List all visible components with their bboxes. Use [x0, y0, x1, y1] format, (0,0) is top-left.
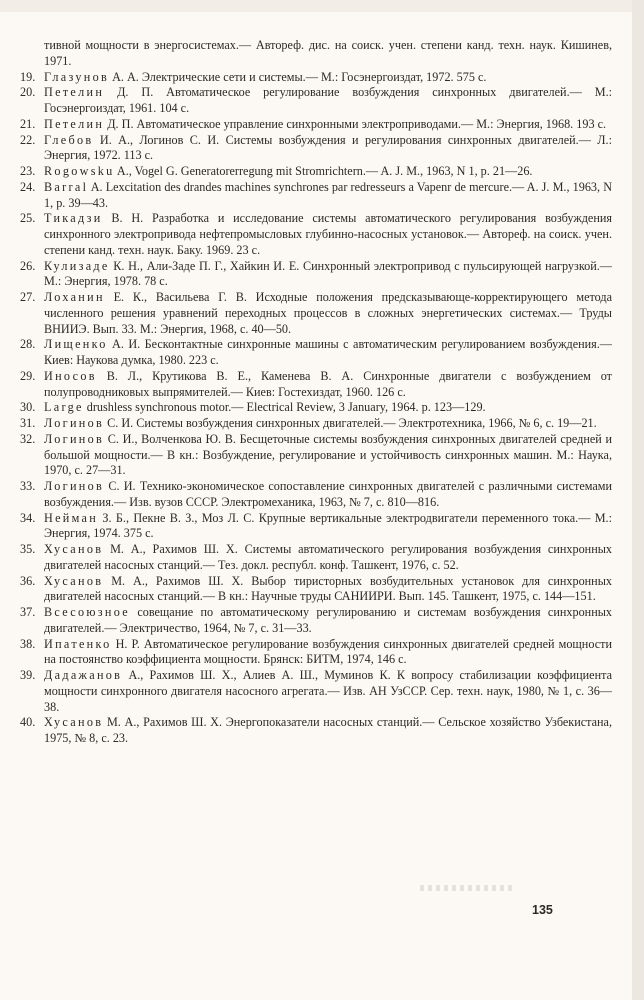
page-right-edge [632, 0, 644, 1000]
reference-number: 22. [20, 132, 36, 147]
reference-author: Barral [44, 179, 89, 194]
reference-item [20, 180, 612, 212]
reference-item [20, 369, 612, 401]
reference-text [44, 511, 612, 543]
reference-number: 39. [20, 668, 36, 682]
reference-item [20, 117, 612, 133]
reference-body: Д. П. Автоматическое управление синхронными электроприводами.— М.: Энергия, 1968. 193 с. [104, 116, 607, 131]
reference-item [20, 668, 612, 715]
reference-number: 25. [20, 211, 36, 226]
reference-author: Иносов [44, 368, 97, 383]
reference-number: 35. [20, 542, 36, 556]
reference-item [20, 211, 612, 258]
reference-text [44, 605, 612, 637]
reference-body: С. И., Волченкова Ю. В. Бесщеточные системы возбуждения синхронных двигателей средней и большой мощности.— В кн.: Возбуждение, регулирование и устойчивость синхронных машин. М.: Наука, 1970, с. 27—31. [44, 431, 612, 478]
reference-body: В. Л., Крутикова В. Е., Каменева В. А. Синхронные двигатели с возбуждением от полупроводниковых выпрямителей.— Киев: Гостехиздат, 1960. 126 с. [44, 368, 612, 399]
reference-text [44, 70, 612, 86]
reference-body: A., Vogel G. Generatorerregung mit Stromrichtern.— A. J. M., 1963, N 1, p. 21—26. [114, 164, 533, 178]
reference-body: М. А., Рахимов Ш. Х. Системы автоматического регулирования возбуждения синхронных двигателей насосных станций.— Тез. докл. республ. конф. Ташкент, 1976, с. 52. [44, 542, 612, 572]
reference-text [44, 85, 612, 117]
reference-author: Логинов [44, 479, 105, 493]
reference-item [20, 133, 612, 165]
reference-number: 28. [20, 337, 36, 352]
reference-item [20, 432, 612, 479]
reference-items [20, 70, 612, 747]
reference-item [20, 85, 612, 117]
reference-item [20, 164, 612, 180]
reference-number: 40. [20, 715, 36, 730]
reference-body: Н. Р. Автоматическое регулирование возбуждения синхронных двигателей средней мощности на постоянство коэффициента мощности. Брянск: БИТМ, 1974, 146 с. [44, 636, 612, 667]
reference-item [20, 70, 612, 86]
reference-text [44, 180, 612, 212]
reference-author: Петелин [44, 85, 105, 100]
reference-text [44, 668, 612, 715]
reference-number: 19. [20, 69, 36, 84]
reference-author: Глазунов [44, 69, 110, 84]
reference-author: Large [44, 400, 84, 415]
reference-text [44, 133, 612, 165]
reference-item [20, 605, 612, 637]
reference-text [44, 432, 612, 479]
reference-body: А. И. Бесконтактные синхронные машины с автоматическим регулированием возбуждения.— Киев: Наукова думка, 1980. 223 с. [44, 337, 612, 367]
reference-body: drushless synchronous motor.— Electrical Review, 3 January, 1964. p. 123—129. [83, 400, 486, 415]
reference-text [44, 574, 612, 606]
reference-number: 27. [20, 290, 36, 304]
reference-author: Петелин [44, 116, 105, 131]
reference-author: Дадажанов [44, 668, 123, 682]
reference-body: С. И. Системы возбуждения синхронных двигателей.— Электротехника, 1966, № 6, с. 19—21. [104, 416, 597, 430]
reference-continuation [20, 38, 612, 70]
reference-number: 36. [20, 573, 36, 588]
reference-item [20, 542, 612, 574]
reference-number: 37. [20, 605, 36, 619]
page-top-edge [0, 0, 644, 12]
reference-text [44, 637, 612, 669]
reference-body: К. Н., Али-Заде П. Г., Хайкин И. Е. Синхронный электропривод с пульсирующей нагрузкой.— М.: Энергия, 1978. 78 с. [44, 258, 612, 289]
page-number: 135 [532, 903, 553, 917]
reference-text [44, 337, 612, 369]
reference-text [44, 164, 612, 180]
reference-text [44, 479, 612, 511]
reference-author: Всесоюзное [44, 605, 130, 619]
reference-body: З. Б., Пекне В. З., Моз Л. С. Крупные вертикальные электродвигатели переменного тока.— М.: Энергия, 1974. 375 с. [44, 510, 612, 541]
reference-number: 21. [20, 116, 36, 131]
reference-number: 24. [20, 179, 36, 194]
reference-number: 29. [20, 368, 36, 383]
reference-number: 30. [20, 400, 36, 415]
reference-list [20, 38, 612, 747]
reference-item [20, 400, 612, 416]
reference-body: Д. П. Автоматическое регулирование возбуждения синхронных двигателей.— М.: Госэнергоиздат, 1961. 104 с. [44, 85, 612, 115]
reference-item [20, 479, 612, 511]
reference-item [20, 337, 612, 369]
reference-number: 20. [20, 85, 36, 100]
reference-item [20, 574, 612, 606]
reference-text [44, 416, 612, 432]
reference-author: Кулизаде [44, 258, 110, 273]
reference-author: Логинов [44, 431, 105, 446]
reference-number: 31. [20, 416, 36, 430]
reference-author: Хусанов [44, 542, 104, 556]
reference-author: Логинов [44, 416, 105, 430]
reference-author: Лищенко [44, 337, 108, 352]
reference-text [44, 715, 612, 747]
reference-text [44, 211, 612, 258]
reference-text [44, 117, 612, 133]
reference-body: А. А. Электрические сети и системы.— М.: Госэнергоиздат, 1972. 575 с. [109, 69, 487, 84]
reference-text [44, 369, 612, 401]
reference-body: И. А., Логинов С. И. Системы возбуждения и регулирования синхронных двигателей.— Л.: Энергия, 1972. 113 с. [44, 132, 612, 163]
reference-author: Глебов [44, 132, 94, 147]
reference-item [20, 416, 612, 432]
reference-text [44, 400, 612, 416]
reference-author: Тикадзи [44, 211, 103, 226]
reference-item [20, 637, 612, 669]
reference-body: А., Рахимов Ш. Х., Алиев А. Ш., Муминов К. К вопросу стабилизации коэффициента мощности синхронного двигателя насосного агрегата.— Изв. АН УзССР. Сер. техн. наук, 1980, № 1, с. 36—38. [44, 668, 612, 714]
reference-author: Rogowsku [44, 164, 115, 178]
reference-number: 33. [20, 479, 36, 493]
reference-item [20, 715, 612, 747]
reference-body: С. И. Технико-экономическое сопоставление синхронных двигателей с различными системами возбуждения.— Изв. вузов СССР. Электромеханика, 1963, № 7, с. 810—816. [44, 479, 612, 509]
continuation-text: тивной мощности в энергосистемах.— Автореф. дис. на соиск. учен. степени канд. техн. наук. Кишинев, 1971. [44, 38, 612, 68]
reference-author: Нейман [44, 510, 99, 525]
reference-author: Хусанов [44, 715, 104, 730]
print-smudge [420, 885, 512, 891]
reference-body: В. Н. Разработка и исследование системы автоматического регулирования возбуждения синхронного электропривода нефтепромысловых глубинно-насосных установок.— Автореф. на соиск. учен. степени канд. техн. наук. Баку. 1969. 23 с. [44, 211, 612, 257]
reference-number: 38. [20, 636, 36, 651]
reference-item [20, 259, 612, 291]
reference-number: 26. [20, 258, 36, 273]
reference-item [20, 290, 612, 337]
reference-author: Ипатенко [44, 636, 112, 651]
reference-number: 23. [20, 164, 36, 178]
reference-text [44, 259, 612, 291]
reference-item [20, 511, 612, 543]
reference-number: 34. [20, 510, 36, 525]
reference-body: Е. К., Васильева Г. В. Исходные положения предсказывающе-корректирующего метода численного решения уравнений переходных процессов в сложных энергетических системах.— Труды ВНИИЭ. Вып. 33. М.: Энергия, 1968, с. 40—50. [44, 290, 612, 336]
reference-body: М. А., Рахимов Ш. Х. Энергопоказатели насосных станций.— Сельское хозяйство Узбекистана, 1975, № 8, с. 23. [44, 715, 612, 745]
reference-author: Хусанов [44, 573, 104, 588]
reference-author: Лоханин [44, 290, 105, 304]
reference-body: М. А., Рахимов Ш. Х. Выбор тиристорных возбудительных установок для синхронных двигателей насосных станций.— В кн.: Научные труды САНИИРИ. Вып. 145. Ташкент, 1975, с. 144—151. [44, 573, 612, 604]
reference-body: совещание по автоматическому регулированию и системам возбуждения синхронных двигателей.— Электричество, 1964, № 7, с. 31—33. [44, 605, 612, 635]
reference-text [44, 542, 612, 574]
reference-body: A. Lexcitation des drandes machines synchrones par redresseurs a Vapenr de mercure.— A. J. M., 1963, N 1, p. 39—43. [44, 179, 612, 210]
reference-text [44, 290, 612, 337]
reference-number: 32. [20, 431, 36, 446]
